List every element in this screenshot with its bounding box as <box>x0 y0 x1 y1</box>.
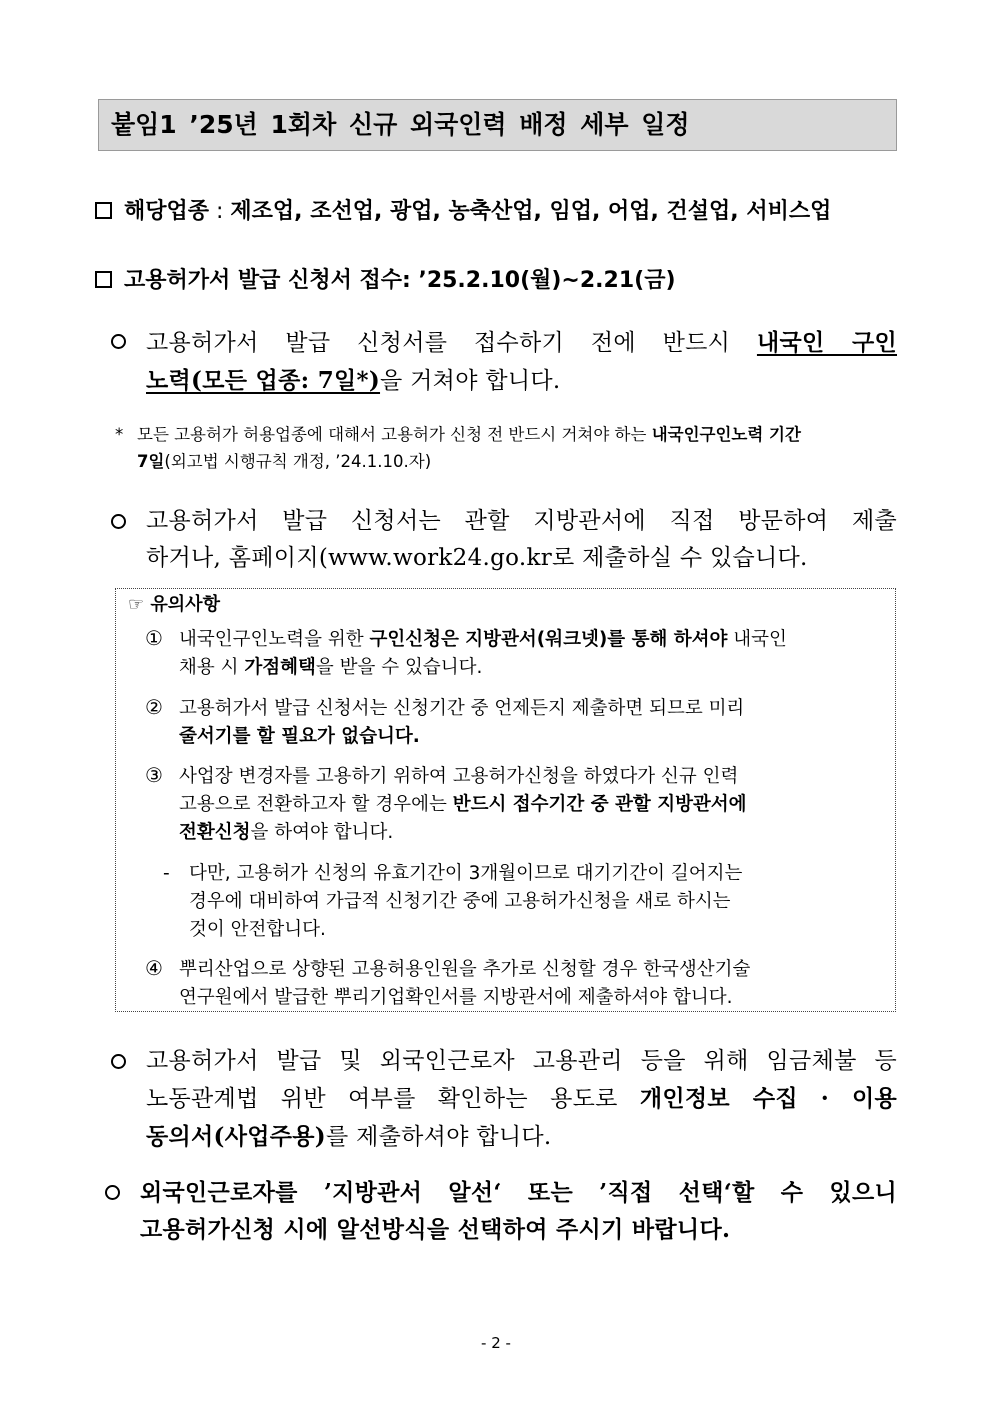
bullet-submission-method <box>146 503 897 577</box>
dash-marker: - <box>163 863 170 884</box>
caution-header: ☞ 유의사항 <box>128 594 220 615</box>
item2-text: 고용허가서 발급 신청서는 신청기간 중 언제든지 제출하면 되므로 미리 <box>179 698 745 719</box>
bullet3-emphasis: 개인정보 수집 · 이용 <box>639 1085 897 1112</box>
item3-text-2: 고용으로 전환하고자 할 경우에는 <box>179 794 453 815</box>
item4-text: 뿌리산업으로 상향된 고용허용인원을 추가로 신청할 경우 한국생산기술 <box>179 959 751 980</box>
item1-text: 내국인구인노력을 위한 <box>179 629 370 650</box>
circle-bullet-icon <box>111 1054 126 1069</box>
bullet3-text-2: 를 제출하셔야 합니다. <box>326 1124 552 1150</box>
footnote-mark: * <box>115 425 124 444</box>
subitem-line1: 다만, 고용허가 신청의 유효기간이 3개월이므로 대기기간이 길어지는 <box>189 863 743 884</box>
bullet1-emphasis-2: 노력(모든 업종: 7일*) <box>146 367 381 394</box>
circle-bullet-icon <box>111 514 126 529</box>
caution-item-4 <box>145 956 885 1012</box>
application-label: 고용허가서 발급 신청서 접수: ’25.2.10(월)~2.21(금) <box>124 268 676 293</box>
item2-emphasis: 줄서기를 할 필요가 없습니다. <box>179 726 420 747</box>
bullet1-line2 <box>146 362 897 400</box>
item1-text-4: 을 받을 수 있습니다. <box>315 657 483 678</box>
subitem-line2: 경우에 대비하여 가급적 신청기간 중에 고용허가신청을 새로 하시는 <box>189 891 731 912</box>
square-bullet-icon <box>95 271 112 288</box>
bullet2-line1: 고용허가서 발급 신청서는 관할 지방관서에 직접 방문하여 제출 <box>146 508 897 534</box>
industries-value: 제조업, 조선업, 광업, 농축산업, 임업, 어업, 건설업, 서비스업 <box>230 199 832 224</box>
circle-bullet-icon <box>111 334 126 349</box>
item1-emphasis: 구인신청은 지방관서(워크넷)를 통해 하셔야 <box>369 629 728 650</box>
footnote-text: 모든 고용허가 허용업종에 대해서 고용허가 신청 전 반드시 거쳐야 하는 <box>137 425 652 444</box>
square-bullet-icon <box>95 202 112 219</box>
item-number: ④ <box>145 956 163 980</box>
bullet1-text-2: 을 거쳐야 합니다. <box>380 368 561 394</box>
item1-text-3: 채용 시 <box>179 657 245 678</box>
item1-text-2: 내국인 <box>727 629 787 650</box>
footnote-emphasis: 내국인구인노력 기간 <box>651 425 801 444</box>
footnote-emphasis-2: 7일 <box>137 452 165 471</box>
bullet1-line1 <box>146 324 897 362</box>
bullet3-line1: 고용허가서 발급 및 외국인근로자 고용관리 등을 위해 임금체불 등 <box>146 1048 897 1074</box>
item3-emphasis: 반드시 접수기간 중 관할 지방관서에 <box>452 794 747 815</box>
item-number: ② <box>145 695 163 719</box>
section-industries <box>95 197 831 227</box>
item3-text-3: 을 하여야 합니다. <box>250 822 394 843</box>
bullet4-line1: 외국인근로자를 ’지방관서 알선‘ 또는 ’직접 선택‘할 수 있으니 <box>140 1179 897 1206</box>
caution-item-2 <box>145 695 885 751</box>
caution-item-1 <box>145 626 885 682</box>
attachment-title: 붙임1 ’25년 1회차 신규 외국인력 배정 세부 일정 <box>98 99 897 151</box>
caution-item-3 <box>145 763 885 847</box>
bullet4-line2: 고용허가신청 시에 알선방식을 선택하여 주시기 바랍니다. <box>140 1216 731 1243</box>
bullet1-emphasis: 내국인 구인 <box>756 329 897 356</box>
bullet3-emphasis-2: 동의서(사업주용) <box>146 1123 326 1150</box>
bullet-privacy-consent <box>146 1043 897 1156</box>
caution-subitem <box>163 860 885 944</box>
footnote <box>115 421 897 475</box>
subitem-line3: 것이 안전합니다. <box>189 919 326 940</box>
item1-emphasis-2: 가점혜택 <box>244 657 316 678</box>
page-number: - 2 - <box>481 1334 511 1352</box>
footnote-source: (외고법 시행규칙 개정, ’24.1.10.자) <box>164 452 432 471</box>
bullet3-line2 <box>146 1080 897 1118</box>
item3-text: 사업장 변경자를 고용하기 위하여 고용허가신청을 하였다가 신규 인력 <box>179 766 739 787</box>
section-application-period <box>95 266 676 296</box>
bullet-referral-choice <box>140 1174 897 1248</box>
item-number: ③ <box>145 763 163 787</box>
industries-separator: : <box>209 199 231 224</box>
bullet3-text: 노동관계법 위반 여부를 확인하는 용도로 <box>146 1086 640 1112</box>
bullet-domestic-recruitment <box>146 324 897 400</box>
bullet1-text: 고용허가서 발급 신청서를 접수하기 전에 반드시 <box>146 330 757 356</box>
item-number: ① <box>145 626 163 650</box>
item3-emphasis-2: 전환신청 <box>179 822 251 843</box>
item4-text-2: 연구원에서 발급한 뿌리기업확인서를 지방관서에 제출하셔야 합니다. <box>179 987 733 1008</box>
bullet3-line3 <box>146 1118 897 1156</box>
bullet2-line2: 하거나, 홈페이지(www.work24.go.kr로 제출하실 수 있습니다. <box>146 545 808 571</box>
industries-label: 해당업종 <box>124 199 210 224</box>
circle-bullet-icon <box>105 1185 120 1200</box>
